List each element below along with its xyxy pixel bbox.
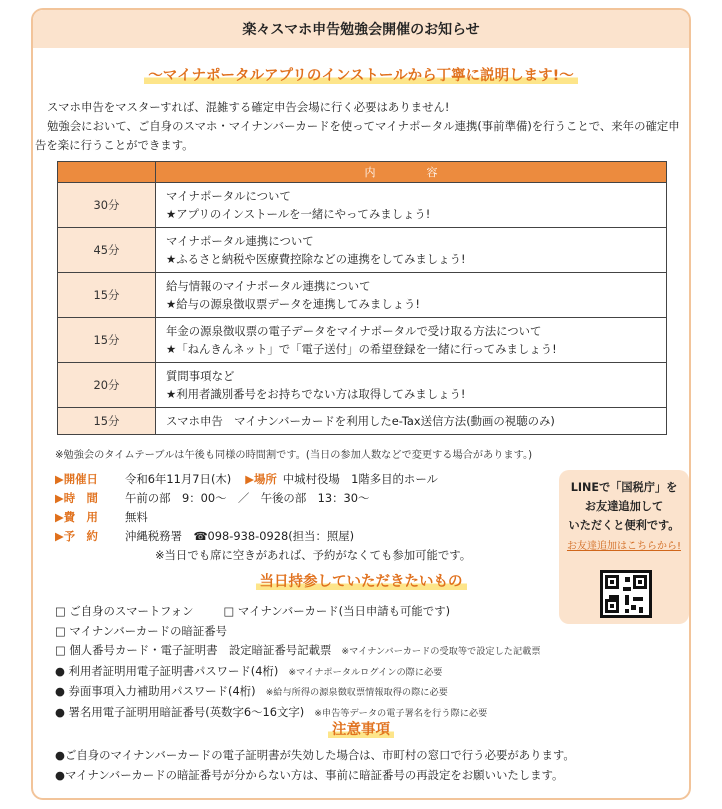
subtitle: [33, 64, 689, 85]
time-label: ▶時 間: [55, 491, 98, 505]
place-label: ▶場所: [245, 472, 277, 486]
bring-list: [55, 602, 541, 723]
reserve-label: ▶予 約: [55, 529, 98, 543]
date-value: 令和6年11月7日(木): [125, 472, 232, 486]
intro-line-2: 勉強会において、ご自身のスマホ・マイナンバーカードを使ってマイナポータル連携(事前準備)を行うことで、来年の確定申告を楽に行うことができます。: [35, 119, 680, 152]
schedule-corner-cell: [58, 162, 156, 183]
duration-cell: 15分: [58, 273, 156, 318]
content-cell: [156, 318, 667, 363]
item-note: ※マイナポータルログインの際に必要: [288, 666, 443, 678]
content-line: ★ふるさと納税や医療費控除などの連携をしてみましょう!: [166, 252, 466, 266]
place-value: 中城村役場 1階多目的ホール: [282, 472, 438, 486]
item-text: □ 個人番号カード・電子証明書 設定暗証番号記載票: [55, 643, 332, 657]
schedule-table: [57, 161, 667, 435]
list-item: [55, 682, 541, 703]
list-item: [55, 622, 541, 642]
content-cell: [156, 363, 667, 408]
reserve-note: [55, 546, 471, 565]
duration-cell: 15分: [58, 318, 156, 363]
item-note: ※申告等データの電子署名を行う際に必要: [314, 707, 488, 719]
duration-cell: 20分: [58, 363, 156, 408]
content-cell: [156, 228, 667, 273]
content-line: ★給与の源泉徴収票データを連携してみましょう!: [166, 297, 420, 311]
table-row: [58, 183, 667, 228]
item-note: ※給与所得の源泉徴収票情報取得の際に必要: [265, 687, 448, 698]
reserve-row: [55, 527, 471, 546]
table-row: [58, 228, 667, 273]
time-value: 午前の部 9：00〜 ／ 午後の部 13：30〜: [125, 491, 370, 505]
content-line: ★アプリのインストールを一緒にやってみましょう!: [166, 207, 431, 221]
content-line: 年金の源泉徴収票の電子データをマイナポータルで受け取る方法について: [166, 324, 542, 338]
date-label: ▶開催日: [55, 472, 98, 486]
fee-value: 無料: [125, 510, 148, 524]
caution-list: [55, 746, 575, 785]
table-row: [58, 363, 667, 408]
list-item: [55, 662, 541, 683]
content-line: マイナポータルについて: [166, 189, 291, 203]
caution-heading-text: 注意事項: [328, 722, 394, 738]
schedule-note: ※勉強会のタイムテーブルは午後も同様の時間割です。(当日の参加人数などで変更する場合があります。): [55, 450, 533, 461]
content-cell: [156, 183, 667, 228]
duration-cell: 30分: [58, 183, 156, 228]
content-cell: [156, 273, 667, 318]
caution-heading: [33, 718, 689, 739]
schedule-header: 内 容: [156, 162, 667, 183]
content-line: マイナポータル連携について: [166, 234, 314, 248]
content-line: 給与情報のマイナポータル連携について: [166, 279, 371, 293]
fee-row: [55, 508, 471, 527]
item-text: □ ご自身のスマートフォン: [55, 604, 194, 618]
content-line: スマホ申告 マイナンバーカードを利用したe-Tax送信方法(動画の視聴のみ): [166, 414, 555, 428]
list-item: [55, 602, 541, 622]
bring-heading-text: 当日持参していただきたいもの: [256, 574, 467, 590]
intro: [35, 98, 685, 155]
item-text: ● 利用者証明用電子証明書パスワード(4桁): [55, 663, 279, 678]
item-note: ※マイナンバーカードの受取等で設定した記載票: [341, 646, 541, 657]
content-line: ★利用者識別番号をお持ちでない方は取得してみましょう!: [166, 387, 466, 401]
date-row: [55, 470, 471, 489]
duration-cell: 45分: [58, 228, 156, 273]
subtitle-text: 〜マイナポータルアプリのインストールから丁寧に説明します!〜: [144, 68, 578, 84]
event-info: [55, 470, 471, 565]
reserve-note-text: ※当日でも席に空きがあれば、予約がなくても参加可能です。: [155, 548, 472, 562]
time-row: [55, 489, 471, 508]
notice-frame: [31, 8, 691, 800]
content-line: 質問事項など: [166, 369, 235, 383]
table-row: [58, 408, 667, 435]
table-row: [58, 318, 667, 363]
schedule-header-row: [58, 162, 667, 183]
item-text: ● 署名用電子証明用暗証番号(英数字6〜16文字): [55, 704, 305, 719]
bring-heading: [33, 570, 689, 591]
content-cell: [156, 408, 667, 435]
page-title: 楽々スマホ申告勉強会開催のお知らせ: [33, 10, 689, 48]
list-item: [55, 641, 541, 662]
caution-item: ●ご自身のマイナンバーカードの電子証明書が失効した場合は、市町村の窓口で行う必要があります。: [55, 748, 575, 762]
item-text: ● 券面事項入力補助用パスワード(4桁): [55, 684, 256, 698]
line-friend-link[interactable]: お友達追加はこちらから!: [566, 541, 681, 552]
line-promo-line: いただくと便利です。: [568, 519, 680, 532]
line-promo-line: お友達追加して: [584, 500, 664, 513]
fee-label: ▶費 用: [55, 510, 98, 524]
line-promo-line: LINEで「国税庁」を: [570, 481, 678, 494]
item-text: □ マイナンバーカードの暗証番号: [55, 623, 228, 638]
duration-cell: 15分: [58, 408, 156, 435]
reserve-value: 沖縄税務署 ☎098-938-0928(担当：照屋): [125, 529, 355, 543]
item-text: □ マイナンバーカード(当日申請も可能です): [223, 604, 451, 618]
intro-line-1: スマホ申告をマスターすれば、混雑する確定申告会場に行く必要はありません!: [47, 100, 450, 114]
table-row: [58, 273, 667, 318]
caution-item: ●マイナンバーカードの暗証番号が分からない方は、事前に暗証番号の再設定をお願いいたします。: [55, 767, 564, 782]
line-promo-box: [559, 470, 689, 624]
content-line: ★「ねんきんネット」で「電子送付」の希望登録を一緒に行ってみましょう!: [166, 342, 557, 356]
